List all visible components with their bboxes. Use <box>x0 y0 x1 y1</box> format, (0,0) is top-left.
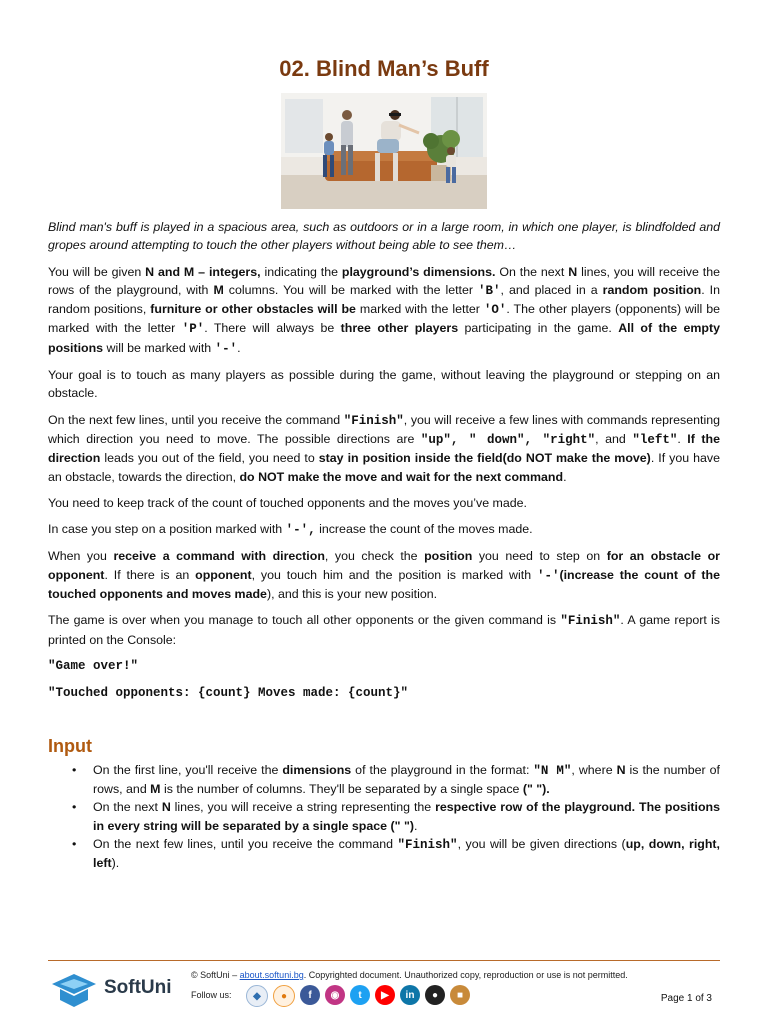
tracking-paragraph: You need to keep track of the count of touched opponents and the moves you’ve made. <box>48 495 527 510</box>
facebook-icon[interactable]: f <box>300 985 320 1005</box>
intro-paragraph: Blind man's buff is played in a spacious area, such as outdoors or in a large room, in which one player, is blindfolded and gropes around attempting to touch the other players without being able to see them… <box>48 220 720 253</box>
graduation-cap-icon <box>50 970 98 1010</box>
input-list <box>48 761 720 873</box>
document-body <box>48 218 720 873</box>
social-icons <box>246 985 470 1007</box>
twitter-icon[interactable]: t <box>350 985 370 1005</box>
empty-step-paragraph: In case you step on a position marked with '-', increase the count of the moves made. <box>48 522 533 538</box>
game-over-paragraph: The game is over when you manage to touch all other opponents or the given command is "Finish". A game report is printed on the Console: <box>48 613 720 647</box>
footer-divider <box>48 960 720 961</box>
page-number: Page 1 of 3 <box>660 993 712 1004</box>
copyright-notice: © SoftUni – about.softuni.bg. Copyrighted document. Unauthorized copy, reproduction or use is not permitted. <box>191 970 628 980</box>
softuni-bag-icon[interactable]: ■ <box>450 985 470 1005</box>
document-title: 02. Blind Man’s Buff <box>279 56 489 81</box>
list-item: • On the next N lines, you will receive a string representing the respective row of the playground. The positions in every string will be separated by a single space (" "). <box>93 798 720 835</box>
softuni-logo[interactable] <box>50 970 175 1010</box>
illustration-photo <box>281 93 487 209</box>
follow-us-label: Follow us: <box>191 990 232 1000</box>
youtube-icon[interactable]: ▶ <box>375 985 395 1005</box>
input-heading: Input <box>48 735 92 756</box>
goal-paragraph: Your goal is to touch as many players as possible during the game, without leaving the playground or stepping on an obstacle. <box>48 368 720 401</box>
output-line-game-over: "Game over!" <box>48 658 139 673</box>
instagram-icon[interactable]: ◉ <box>325 985 345 1005</box>
softuni-icon[interactable]: ◆ <box>246 985 268 1007</box>
commands-paragraph: On the next few lines, until you receive the command "Finish", you will receive a few lines with commands representing which direction you need to move. The possible directions are "up", " down", "right", and "left". If the direction leads you out of the field, you need to stay in position inside the field(do NOT make the move). If you have an obstacle, towards the direction, do NOT make the move and wait for the next command. <box>48 412 720 484</box>
description-paragraph: You will be given N and M – integers, indicating the playground’s dimensions. On the next N lines, you will receive the rows of the playground, with M columns. You will be marked with the letter 'B', and placed in a random position. In random positions, furniture or other obstacles will be marked with the letter 'O'. The other players (opponents) will be marked with the letter 'P'. There will always be three other players participating in the game. All of the empty positions will be marked with '-'. <box>48 264 720 356</box>
about-softuni-link[interactable]: about.softuni.bg <box>239 970 304 980</box>
brand-name: SoftUni <box>104 977 172 998</box>
direction-paragraph: When you receive a command with direction, you check the position you need to step on for an obstacle or opponent. If there is an opponent, you touch him and the position is marked with '-'(increase the count of the touched opponents and moves made), and this is your new position. <box>48 549 721 602</box>
output-line-report: "Touched opponents: {count} Moves made: {count}" <box>48 686 409 701</box>
list-item: • On the next few lines, until you receive the command "Finish", you will be given directions (up, down, right, left). <box>93 835 720 873</box>
github-icon[interactable]: ● <box>425 985 445 1005</box>
linkedin-icon[interactable]: in <box>400 985 420 1005</box>
list-item: • On the first line, you'll receive the dimensions of the playground in the format: "N M", where N is the number of rows, and M is the number of columns. They'll be separated by a single space (" "). <box>93 761 720 799</box>
softuni-foundation-icon[interactable]: ● <box>273 985 295 1007</box>
